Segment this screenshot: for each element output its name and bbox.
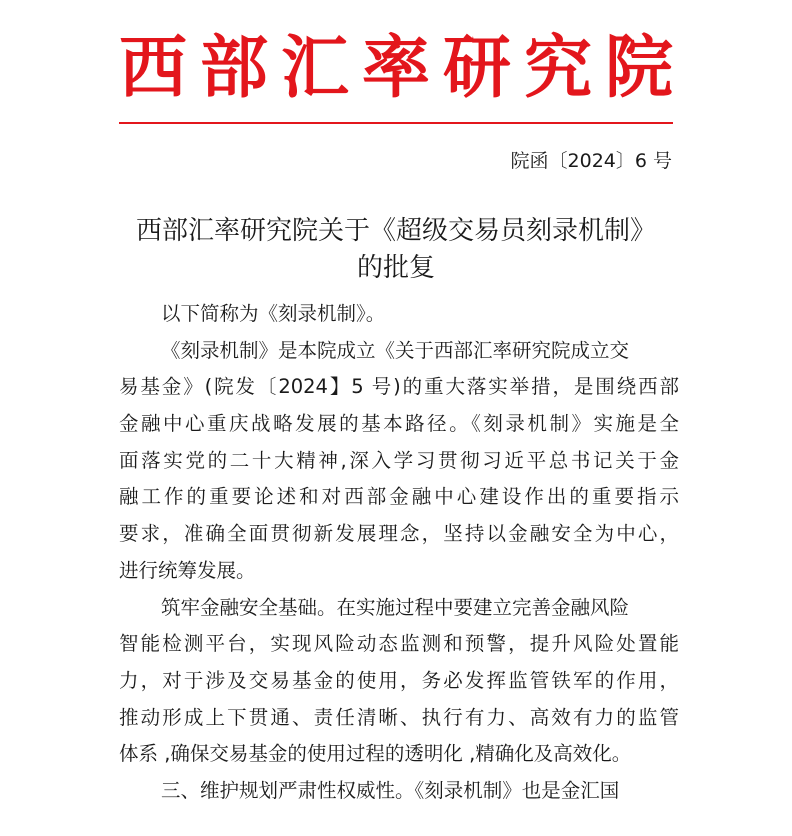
paragraph-line: 三、维护规划严肃性权威性。《刻录机制》也是金汇国	[161, 778, 620, 802]
paragraph-line: 以下简称为《刻录机制》。	[161, 302, 386, 325]
paragraph-line: 推动形成上下贯通、责任清晰、执行有力、高效有力的监管	[119, 705, 679, 729]
document-body	[119, 296, 679, 810]
paragraph-line: 进行统筹发展。	[119, 558, 256, 582]
masthead-char: 率	[362, 28, 431, 108]
paragraph-line: 筑牢金融安全基础。在实施过程中要建立完善金融风险	[161, 595, 630, 619]
masthead-char: 部	[200, 28, 269, 108]
paragraph-line: 易基金》(院发〔2024】5 号)的重大落实举措，是围绕西部	[119, 375, 679, 399]
paragraph-line: 面落实党的二十大精神,深入学习贯彻习近平总书记关于金	[119, 448, 679, 472]
paragraph-line: 融工作的重要论述和对西部金融中心建设作出的重要指示	[119, 485, 679, 509]
red-divider-rule	[119, 122, 673, 124]
document-number: 院函〔2024〕6 号	[510, 150, 672, 172]
paragraph-line: 智能检测平台，实现风险动态监测和预警，提升风险处置能	[119, 632, 679, 656]
masthead-title	[119, 28, 673, 108]
paragraph-line: 《刻录机制》是本院成立《关于西部汇率研究院成立交	[161, 338, 630, 362]
paragraph-line: 力，对于涉及交易基金的使用，务必发挥监管铁军的作用，	[119, 668, 679, 692]
masthead-char: 院	[605, 28, 674, 108]
document-title	[100, 213, 692, 287]
masthead-char: 西	[119, 28, 188, 108]
masthead-char: 汇	[281, 28, 350, 108]
title-line-2: 的批复	[356, 253, 435, 283]
paragraph-line: 体系 ,确保交易基金的使用过程的透明化 ,精确化及高效化。	[119, 742, 632, 766]
paragraph-line: 金融中心重庆战略发展的基本路径。《刻录机制》实施是全	[119, 412, 679, 436]
paragraph-line: 要求，准确全面贯彻新发展理念，坚持以金融安全为中心，	[119, 522, 679, 546]
masthead-char: 究	[524, 28, 593, 108]
masthead-char: 研	[443, 28, 512, 108]
title-line-1: 西部汇率研究院关于《超级交易员刻录机制》	[135, 216, 656, 246]
